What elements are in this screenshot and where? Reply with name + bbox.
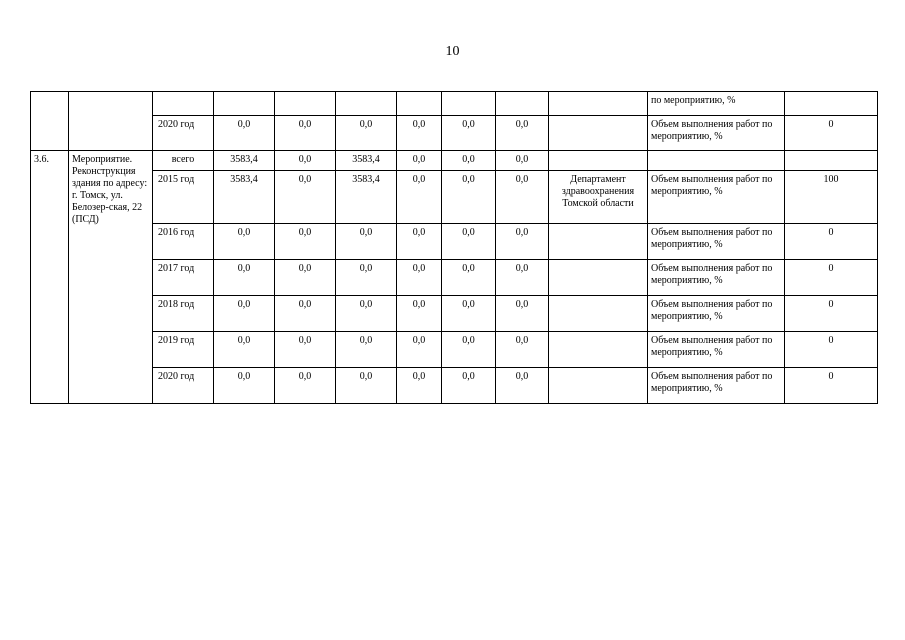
indicator-value-cell: 0 xyxy=(785,116,878,151)
value-cell: 0,0 xyxy=(496,116,549,151)
year-cell: всего xyxy=(153,151,214,171)
value-cell: 0,0 xyxy=(496,151,549,171)
value-cell: 0,0 xyxy=(275,296,336,332)
indicator-value-cell: 100 xyxy=(785,171,878,224)
value-cell: 0,0 xyxy=(275,224,336,260)
value-cell: 0,0 xyxy=(442,224,496,260)
value-cell: 0,0 xyxy=(275,151,336,171)
indicator-value-cell: 0 xyxy=(785,368,878,404)
value-cell: 0,0 xyxy=(397,171,442,224)
year-cell: 2020 год xyxy=(153,116,214,151)
value-cell: 3583,4 xyxy=(336,171,397,224)
year-cell: 2019 год xyxy=(153,332,214,368)
value-cell: 3583,4 xyxy=(214,171,275,224)
value-cell: 0,0 xyxy=(442,368,496,404)
value-cell: 0,0 xyxy=(336,368,397,404)
responsible-cell xyxy=(549,151,648,171)
value-cell: 0,0 xyxy=(442,296,496,332)
value-cell xyxy=(397,92,442,116)
value-cell: 0,0 xyxy=(496,332,549,368)
value-cell: 0,0 xyxy=(336,296,397,332)
value-cell: 0,0 xyxy=(496,224,549,260)
value-cell: 0,0 xyxy=(275,171,336,224)
responsible-cell xyxy=(549,296,648,332)
value-cell: 0,0 xyxy=(275,368,336,404)
value-cell: 0,0 xyxy=(496,260,549,296)
year-cell: 2018 год xyxy=(153,296,214,332)
table-row xyxy=(31,260,878,296)
indicator-value-cell: 0 xyxy=(785,332,878,368)
indicator-value-cell: 0 xyxy=(785,224,878,260)
value-cell: 0,0 xyxy=(442,116,496,151)
value-cell: 0,0 xyxy=(397,368,442,404)
indicator-cell: Объем выполнения работ по мероприятию, % xyxy=(648,368,785,404)
page-number: 10 xyxy=(445,44,460,59)
table-row xyxy=(31,116,878,151)
number-cell xyxy=(31,92,69,151)
table-body xyxy=(31,92,878,404)
value-cell: 0,0 xyxy=(397,224,442,260)
value-cell: 0,0 xyxy=(214,332,275,368)
table-row xyxy=(31,224,878,260)
value-cell: 0,0 xyxy=(336,116,397,151)
year-cell: 2020 год xyxy=(153,368,214,404)
indicator-value-cell: 0 xyxy=(785,260,878,296)
value-cell: 0,0 xyxy=(214,296,275,332)
year-cell: 2015 год xyxy=(153,171,214,224)
value-cell: 0,0 xyxy=(214,260,275,296)
indicator-cell: Объем выполнения работ по мероприятию, % xyxy=(648,171,785,224)
value-cell: 0,0 xyxy=(397,151,442,171)
value-cell: 0,0 xyxy=(275,332,336,368)
value-cell: 3583,4 xyxy=(214,151,275,171)
value-cell: 0,0 xyxy=(397,116,442,151)
table-row xyxy=(31,92,878,116)
responsible-cell xyxy=(549,332,648,368)
section-number: 3.6. xyxy=(31,151,69,404)
value-cell: 0,0 xyxy=(442,260,496,296)
value-cell xyxy=(496,92,549,116)
indicator-cell: по мероприятию, % xyxy=(648,92,785,116)
indicator-value-cell xyxy=(785,151,878,171)
indicator-cell: Объем выполнения работ по мероприятию, % xyxy=(648,116,785,151)
value-cell: 0,0 xyxy=(397,296,442,332)
value-cell: 0,0 xyxy=(397,260,442,296)
table-row xyxy=(31,296,878,332)
year-cell: 2017 год xyxy=(153,260,214,296)
responsible-cell: Департамент здравоохранения Томской области xyxy=(549,171,648,224)
value-cell: 0,0 xyxy=(336,224,397,260)
value-cell: 0,0 xyxy=(496,368,549,404)
year-cell xyxy=(153,92,214,116)
indicator-cell: Объем выполнения работ по мероприятию, % xyxy=(648,296,785,332)
value-cell xyxy=(336,92,397,116)
value-cell: 0,0 xyxy=(214,224,275,260)
program-table xyxy=(30,91,878,404)
value-cell: 0,0 xyxy=(275,116,336,151)
value-cell xyxy=(214,92,275,116)
indicator-value-cell: 0 xyxy=(785,296,878,332)
indicator-cell: Объем выполнения работ по мероприятию, % xyxy=(648,224,785,260)
indicator-cell: Объем выполнения работ по мероприятию, % xyxy=(648,260,785,296)
indicator-cell: Объем выполнения работ по мероприятию, % xyxy=(648,332,785,368)
table-row xyxy=(31,151,878,171)
value-cell: 0,0 xyxy=(496,296,549,332)
value-cell: 0,0 xyxy=(214,368,275,404)
value-cell xyxy=(275,92,336,116)
responsible-cell xyxy=(549,224,648,260)
value-cell: 0,0 xyxy=(442,151,496,171)
value-cell: 0,0 xyxy=(397,332,442,368)
section-title: Мероприятие. Реконструкция здания по адресу: г. Томск, ул. Белозер-ская, 22 (ПСД) xyxy=(69,151,153,404)
responsible-cell xyxy=(549,116,648,151)
table-row xyxy=(31,332,878,368)
value-cell: 0,0 xyxy=(496,171,549,224)
responsible-cell xyxy=(549,260,648,296)
value-cell xyxy=(442,92,496,116)
value-cell: 0,0 xyxy=(442,332,496,368)
value-cell: 3583,4 xyxy=(336,151,397,171)
value-cell: 0,0 xyxy=(336,260,397,296)
value-cell: 0,0 xyxy=(214,116,275,151)
indicator-value-cell xyxy=(785,92,878,116)
year-cell: 2016 год xyxy=(153,224,214,260)
indicator-cell xyxy=(648,151,785,171)
responsible-cell xyxy=(549,92,648,116)
event-cell xyxy=(69,92,153,151)
value-cell: 0,0 xyxy=(336,332,397,368)
value-cell: 0,0 xyxy=(442,171,496,224)
table-row xyxy=(31,368,878,404)
responsible-cell xyxy=(549,368,648,404)
table-row xyxy=(31,171,878,224)
value-cell: 0,0 xyxy=(275,260,336,296)
